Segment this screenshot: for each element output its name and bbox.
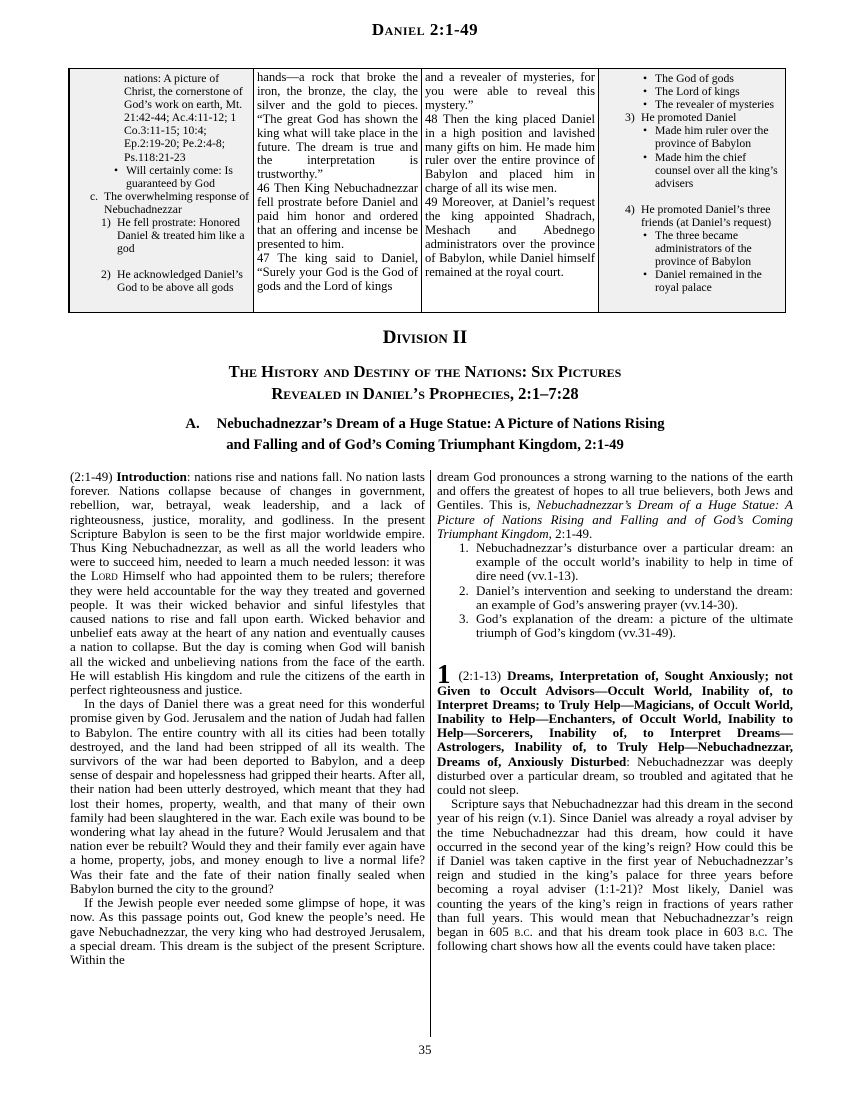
scripture-ref: (2:1-13) xyxy=(452,668,508,684)
scripture-col-1 xyxy=(254,69,422,312)
numbered-point-paragraph: 1 (2:1-13) Dreams, Interpretation of, Sought Anxiously; not Given to Occult Advisors—Occult World, Inability of, to Interpret Dreams; to Truly Help—Magicians, of Occult World, Inability to Help—Enchanters, of Occult World, Inability to Help—Sorcerers, Inability of, to Interpret Dreams—Astrologers, Inability of, to Truly Help—Nebuchadnezzar, Dreams of, Anxiously Disturbed: Nebuchadnezzar was deeply disturbed over a particular dream, so troubled and agitated that he could not sleep. xyxy=(437,659,793,798)
outline-item-text: Made him the chief counsel over all the king’s advisers xyxy=(655,150,778,190)
scripture-ref: (2:1-49) xyxy=(70,469,117,484)
section-a-line2: and Falling and of God’s Coming Triumphant Kingdom, 2:1-49 xyxy=(226,436,624,453)
outline-col-right xyxy=(599,69,785,312)
outline-item-text: Made him ruler over the province of Babylon xyxy=(655,124,769,151)
bullet-marker: • xyxy=(643,98,648,112)
bullet-marker: • xyxy=(643,150,648,164)
section-letter: A. xyxy=(185,416,200,432)
scripture-paragraph: 49 Moreover, at Daniel’s request the king appointed Shadrach, Meshach and Abednego administrators over the province of Babylon, while Daniel himself remained at the royal court. xyxy=(425,195,595,279)
outline-item xyxy=(70,268,250,294)
outline-item xyxy=(599,98,782,111)
division-subtitle-line2: Revealed in Daniel’s Prophecies, 2:1–7:28 xyxy=(271,383,579,403)
outline-item xyxy=(599,203,782,229)
outline-item xyxy=(599,124,782,150)
body-left-column xyxy=(70,470,425,967)
outline-item-text: The God of gods xyxy=(655,72,734,85)
outline-marker: c. xyxy=(90,189,99,203)
intro-paragraph: (2:1-49) Introduction: nations rise and nations fall. No nation lasts forever. Nations collapse because of changes in government, rebellion, war, betrayal, weak leadership, and a lack of righteousness, justice, morality, and godliness. In the present Scripture Babylon is seen to be the first major worldwide empire. Thus King Nebuchadnezzar, as well as all the world leaders who were to succeed him, needed to learn a much needed lesson: it was the Lord Himself who had appointed them to be rulers; therefore they were held accountable for the way they treated and governed people. It was their wicked behavior and sinful lifestyles that caused nations to rise and fall upon earth. Wicked behavior and unbelief eats away at the heart of any nation and eventually causes a nation to collapse. But the day is coming when God will banish all the wicked and unbelieving nations from the face of the earth. He will establish His kingdom and rule the citizens of the earth in perfect righteousness and justice. xyxy=(70,469,425,698)
outline-item xyxy=(599,268,782,294)
list-item: 1. Nebuchadnezzar’s disturbance over a particular dream: an example of the occult world’s inability to help in time of dire need (vv.1-13). xyxy=(459,540,793,584)
outline-marker: 3) xyxy=(625,111,635,125)
outline-item-text: He promoted Daniel’s three friends (at Daniel’s request) xyxy=(641,202,772,229)
division-subtitle xyxy=(0,361,850,404)
point-number: 1 xyxy=(437,659,451,690)
outline-marker: 1) xyxy=(101,216,111,230)
outline-item xyxy=(599,72,782,85)
list-number: 3. xyxy=(459,611,469,627)
scripture-paragraph: 47 The king said to Daniel, “Surely your God is the God of gods and the Lord of kings xyxy=(257,250,418,293)
list-item: 3. God’s explanation of the dream: a picture of the ultimate triumph of God’s kingdom (vv.31-49). xyxy=(459,611,793,641)
bullet-marker: • xyxy=(643,229,648,243)
outline-marker: 2) xyxy=(101,268,111,282)
bc-smallcaps: b.c. xyxy=(514,924,533,940)
scripture-paragraph: 46 Then King Nebuchadnezzar fell prostrate before Daniel and paid him honor and ordered that an offering and incense be presented to him. xyxy=(257,181,418,251)
section-title-text: Nebuchadnezzar’s Dream of a Huge Statue: A Picture of Nations Rising xyxy=(216,416,665,432)
outline-item-text: The overwhelming response of Nebuchadnezzar xyxy=(104,189,250,216)
outline-item-text: The three became administrators of the province of Babylon xyxy=(655,229,752,269)
scripture-paragraph: and a revealer of mysteries, for you were able to reveal this mystery.” xyxy=(425,70,595,112)
outline-item xyxy=(599,85,782,98)
intro-label: Introduction xyxy=(116,469,187,484)
scripture-paragraph: 48 Then the king placed Daniel in a high position and lavished many gifts on him. He made him ruler over the entire province of Babylon and placed him in charge of all its wise men. xyxy=(425,111,595,196)
lord-smallcaps: Lord xyxy=(90,568,118,584)
bullet-marker: • xyxy=(643,268,648,282)
outline-item xyxy=(599,229,782,268)
scripture-paragraph: hands—a rock that broke the iron, the bronze, the clay, the silver and the gold to pieces. “The great God has shown the king what will take place in the future. The dream is true and the interpretation is trustworthy.” xyxy=(257,70,418,182)
outline-item-text: nations: A picture of Christ, the cornerstone of God’s work on earth, Mt. 21:42-44; Ac.4:11-12; 1 Co.3:11-15; 10:4; Ep.2:19-20; Pe.2:4-8; Ps.118:21-23 xyxy=(124,72,243,164)
column-divider-rule xyxy=(430,470,431,1037)
body-paragraph: dream God pronounces a strong warning to the nations of the earth and offers the greatest of hopes to all true believers, both Jews and Gentiles. This is, Nebuchadnezzar’s Dream of a Huge Statue: A Picture of Nations Rising and Falling and of God’s Coming Triumphant Kingdom, 2:1-49. xyxy=(437,469,793,541)
outline-item xyxy=(70,72,250,164)
outline-item xyxy=(70,164,250,190)
list-number: 2. xyxy=(459,582,469,598)
section-a-heading xyxy=(0,414,850,455)
sermon-title-italic: Nebuchadnezzar’s Dream of a Huge Statue: A Picture of Nations Rising and Falling and of God’s Coming Triumphant Kingdom xyxy=(437,497,793,541)
body-paragraph: Scripture says that Nebuchadnezzar had this dream in the second year of his reign (v.1). Since Daniel was already a royal adviser by the time Nebuchadnezzar had this dream, how could it have occurred in the second year of the king’s reign? How could this be if Daniel was taken captive in the first year of Nebuchadnezzar’s reign and studied in the king’s palace for three years before becoming a royal adviser (1:1-21)? Most likely, Daniel was counting the years of the king’s reign in fractions of years rather than full years. This would mean that Nebuchadnezzar’s reign began in 605 b.c. and that his dream took place in 603 b.c. The following chart shows how all the events could have taken place: xyxy=(437,796,794,954)
page-number: 35 xyxy=(418,1042,432,1057)
outline-marker: 4) xyxy=(625,202,635,216)
bc-smallcaps: b.c. xyxy=(748,924,768,940)
body-paragraph: In the days of Daniel there was a great need for this wonderful promise given by God. Jerusalem and the nation of Judah had fallen to Babylon. The entire country with all its cities had been totally destroyed, and the land had been stripped of all its wealth. The survivors of the war had been deported to Babylon, and a deep sense of despair and hopelessness had gripped their hearts. After all, their nation had been utterly destroyed, which meant that they had lost their homes, property, wealth, and that many of their own family had been slaughtered in the war. Each exile was bound to be wondering what lay ahead in the future? Would Jerusalem and that nation ever be rebuilt? Would they and their family ever again have a home, property, jobs, and money enough to live a normal life? Was their fate and the fate of their nation finally sealed when Babylon burned the city to the ground? xyxy=(70,696,425,896)
outline-item-text: Daniel remained in the royal palace xyxy=(655,268,762,295)
outline-table xyxy=(68,68,786,313)
bullet-marker: • xyxy=(114,163,119,177)
bullet-marker: • xyxy=(643,85,648,99)
bullet-marker: • xyxy=(643,72,648,85)
point-subject-heading: Dreams, Interpretation of, Sought Anxiously; not Given to Occult Advisors—Occult World, Inability of, to Interpret Dreams; to Truly Help—Magicians, of Occult World, Inability to Help—Enchanters, of Occult World, Inability to Help—Sorcerers, Inability of, to Interpret Dreams—Astrologers, Inability of, to Truly Help—Nebuchadnezzar, Dreams of, Anxiously Disturbed xyxy=(437,668,793,769)
outline-summary-list xyxy=(437,541,793,640)
outline-item-text: He acknowledged Daniel’s God to be above all gods xyxy=(117,268,243,295)
division-subtitle-line1: The History and Destiny of the Nations: Six Pictures xyxy=(228,362,622,381)
scripture-col-2 xyxy=(422,69,599,312)
outline-col-left xyxy=(70,69,254,312)
outline-item xyxy=(70,190,250,216)
outline-item xyxy=(599,151,782,190)
list-item: 2. Daniel’s intervention and seeking to understand the dream: an example of God’s answering prayer (vv.14-30). xyxy=(459,582,793,612)
section-a-line1 xyxy=(0,414,850,435)
outline-item-text: The revealer of mysteries xyxy=(655,98,775,112)
list-number: 1. xyxy=(459,540,469,556)
body-right-column xyxy=(437,470,793,954)
body-paragraph: If the Jewish people ever needed some glimpse of hope, it was now. As this passage points out, God knew the people’s need. He gave Nebuchadnezzar, the very king who had destroyed Jerusalem, a special dream. This dream is the subject of the present Scripture. Within the xyxy=(70,895,425,967)
page-header-title: Daniel 2:1-49 xyxy=(371,20,479,39)
division-title: Division II xyxy=(382,327,468,348)
outline-item xyxy=(70,216,250,255)
outline-item-text: The Lord of kings xyxy=(655,85,740,99)
outline-item-text: Will certainly come: Is guaranteed by God xyxy=(126,163,233,190)
outline-item xyxy=(599,111,782,124)
bullet-marker: • xyxy=(643,124,648,138)
outline-item-text: He promoted Daniel xyxy=(641,111,737,125)
outline-item-text: He fell prostrate: Honored Daniel & treated him like a god xyxy=(117,216,245,256)
